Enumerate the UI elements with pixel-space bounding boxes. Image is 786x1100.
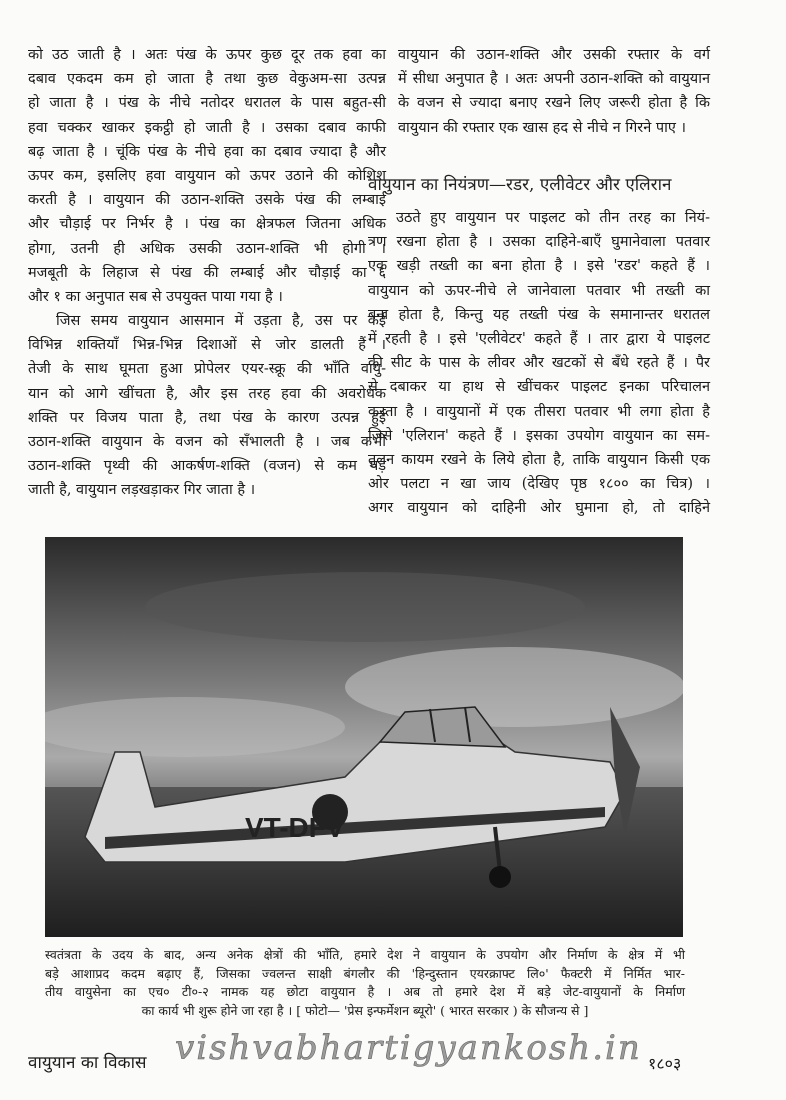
text-line: बढ़ जाता है । चूंकि पंख के नीचे हवा का दबाव ज्यादा है और xyxy=(28,143,386,160)
text-line: उठान-शक्ति पृथ्वी की आकर्षण-शक्ति (वजन) से कम पड़ xyxy=(28,458,386,475)
text-line: वायुयान की रफ्तार एक खास हद से नीचे न गिरने पाए । xyxy=(398,119,686,136)
text-line: मजबूती के लिहाज से पंख की लम्बाई और चौड़ाई का ६ xyxy=(28,264,386,281)
text-line: बना होता है, किन्तु यह तख्ती पंख के समानान्तर धरातल xyxy=(368,306,710,323)
text-line: उठान-शक्ति वायुयान के वजन को सँभालती है । जब कभी xyxy=(28,434,386,450)
text-line: को उठ जाती है । अतः पंख के ऊपर कुछ दूर तक हवा का xyxy=(28,47,386,63)
text-line: के वजन से ज्यादा बनाए रखने लिए जरूरी होता है कि xyxy=(398,95,710,112)
cloud xyxy=(345,647,683,727)
text-line: में रहती है । इसे 'एलीवेटर' कहते हैं । तार द्वारा ये पाइलट xyxy=(368,330,710,347)
photo-caption xyxy=(45,946,685,1020)
text-line: विभिन्न शक्तियाँ भिन्न-भिन्न दिशाओं से जोर डालती हैं । xyxy=(28,337,386,354)
watermark: vishvabhartigyankosh.in xyxy=(175,1028,642,1068)
section-heading: वायुयान का नियंत्रण—रडर, एलीवेटर और एलिरान xyxy=(368,175,672,195)
text-line: अगर वायुयान को दाहिनी ओर घुमाना हो, तो दाहिने xyxy=(368,500,710,517)
text-line: वायुयान को ऊपर-नीचे ले जानेवाला पतवार भी तख्ती का xyxy=(368,282,710,299)
footer-title: वायुयान का विकास xyxy=(28,1053,147,1073)
text-line: शक्ति पर विजय पाता है, तथा पंख के कारण उत्पन्न हुई xyxy=(28,409,386,426)
aircraft-registration: VT-DFV xyxy=(245,812,345,843)
text-line: का कार्य भी शुरू होने जा रहा है । [ फोटो— 'प्रेस इन्फर्मेशन ब्यूरो' ( भारत सरकार ) के सौजन्य से ] xyxy=(141,1002,589,1018)
text-line: तुलन कायम रखने के लिये होता है, ताकि वायुयान किसी एक xyxy=(368,451,710,468)
text-line: हवा चक्कर खाकर इकट्ठी हो जाती है । उसका दबाव काफी xyxy=(28,119,386,136)
text-line: हो जाता है । पंख के नीचे नतोदर धरातल के पास बहुत-सी xyxy=(28,95,386,112)
text-line: में सीधा अनुपात है । अतः अपनी उठान-शक्ति को वायुयान xyxy=(398,71,710,88)
text-line: जाती है, वायुयान लड़खड़ाकर गिर जाता है । xyxy=(28,482,256,499)
text-line: होगा, उतनी ही अधिक उसकी उठान-शक्ति भी होगी । xyxy=(28,240,386,257)
text-line: तेजी के साथ घूमता हुआ प्रोपेलर एयर-स्क्रू की भाँति वायु- xyxy=(28,361,386,378)
text-line: बड़े आशाप्रद कदम बढ़ाए हैं, जिसका ज्वलन्त साक्षी बंगलौर की 'हिन्दुस्तान एयरक्राफ्ट लि०' फैक्टरी में निर्मित भार- xyxy=(45,965,685,981)
text-line: जिस समय वायुयान आसमान में उड़ता है, उस पर कई xyxy=(56,313,386,330)
text-line: तीय वायुसेना का एच० टी०-२ नामक यह छोटा वायुयान है । अब तो हमारे देश में बड़े जेट-वायुयानों के निर्माण xyxy=(45,984,685,999)
page-number: १८०३ xyxy=(648,1054,682,1073)
text-line: एक खड़ी तख्ती का बना होता है । इसे 'रडर' कहते हैं । xyxy=(368,258,710,275)
right-column-intro xyxy=(398,43,710,140)
right-column-body xyxy=(368,206,710,520)
text-line: करता है । वायुयानों में एक तीसरा पतवार भी लगा होता है xyxy=(368,403,710,420)
aircraft-photo xyxy=(45,537,683,937)
text-line: दबाव एकदम कम हो जाता है तथा कुछ वेकुअम-सा उत्पन्न xyxy=(28,71,386,88)
text-line: त्रण रखना होता है । उसका दाहिने-बाएँ घुमानेवाला पतवार xyxy=(368,234,710,251)
text-line: यान को आगे खींचता है, और इस तरह हवा की अवरोधक xyxy=(28,385,386,402)
text-line: और चौड़ाई पर निर्भर है । पंख का क्षेत्रफल जितना अधिक xyxy=(28,216,386,233)
text-line: वायुयान की उठान-शक्ति और उसकी रफ्तार के वर्ग xyxy=(398,47,710,63)
left-column xyxy=(28,43,386,503)
text-line: और १ का अनुपात सब से उपयुक्त पाया गया है । xyxy=(28,288,283,305)
text-line: करती है । वायुयान की उठान-शक्ति उसके पंख की लम्बाई xyxy=(28,192,386,209)
text-line: से दबाकर या हाथ से खींचकर पाइलट इनका परिचालन xyxy=(368,379,710,396)
cloud xyxy=(145,572,585,642)
text-line: ओर पलटा न खा जाय (देखिए पृष्ठ १८०० का चित्र) । xyxy=(368,476,710,493)
text-line: की सीट के पास के लीवर और खटकों से बँधे रहते हैं । पैर xyxy=(368,355,710,372)
text-line: जिसे 'एलिरान' कहते हैं । इसका उपयोग वायुयान का सम- xyxy=(368,427,710,444)
text-line: ऊपर कम, इसलिए हवा वायुयान को ऊपर उठाने की कोशिश xyxy=(28,167,386,184)
text-line: स्वतंत्रता के उदय के बाद, अन्य अनेक क्षेत्रों की भाँति, हमारे देश ने वायुयान के उपयोग और निर्माण के क्षेत्र में भी xyxy=(45,947,685,962)
text-line: उठते हुए वायुयान पर पाइलट को तीन तरह का नियं- xyxy=(396,210,710,226)
